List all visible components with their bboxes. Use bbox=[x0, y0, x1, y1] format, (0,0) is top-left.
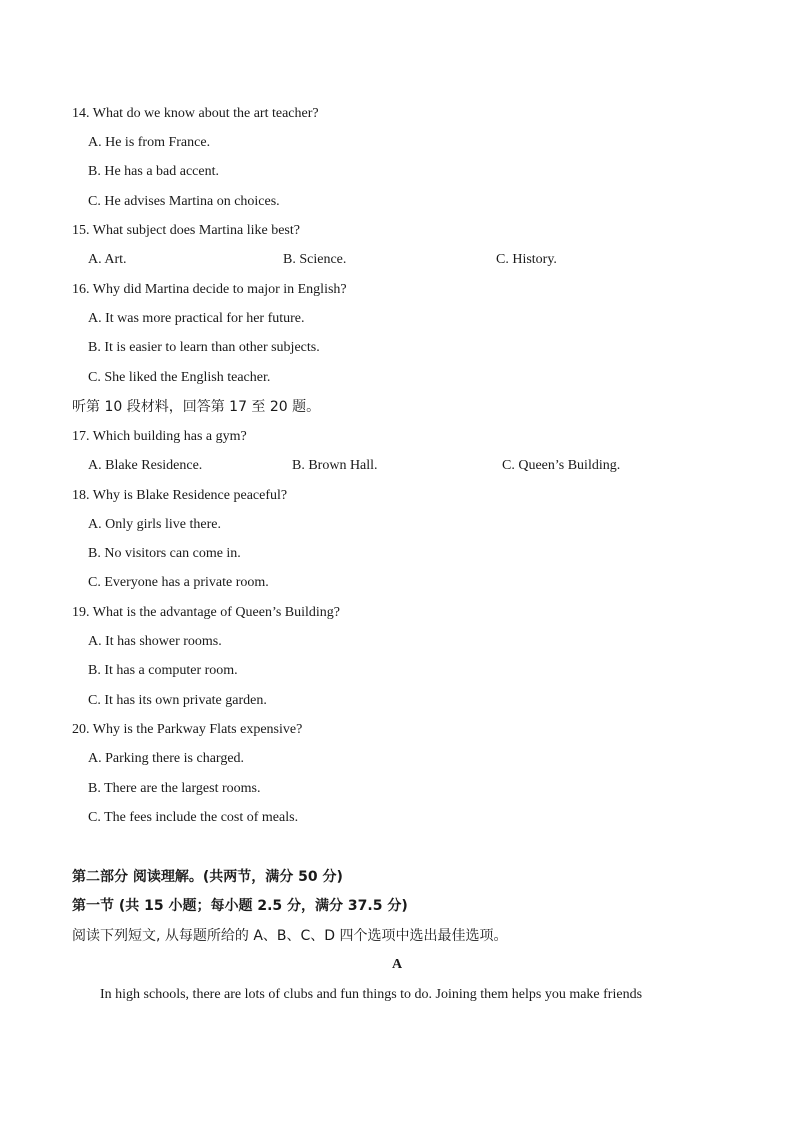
question-18: 18. Why is Blake Residence peaceful? bbox=[72, 488, 288, 503]
option-20a: A. Parking there is charged. bbox=[88, 751, 245, 766]
option-14c: C. He advises Martina on choices. bbox=[88, 194, 280, 209]
option-19a: A. It has shower rooms. bbox=[88, 634, 222, 649]
question-16: 16. Why did Martina decide to major in English? bbox=[72, 282, 347, 297]
option-16b: B. It is easier to learn than other subjects. bbox=[88, 340, 320, 355]
question-14: 14. What do we know about the art teacher? bbox=[72, 106, 319, 121]
option-14b: B. He has a bad accent. bbox=[88, 164, 219, 179]
section-title: 第一节 (共 15 小题；每小题 2.5 分，满分 37.5 分) bbox=[72, 898, 408, 914]
option-18a: A. Only girls live there. bbox=[88, 517, 221, 532]
option-19b: B. It has a computer room. bbox=[88, 663, 238, 678]
option-15b: B. Science. bbox=[283, 252, 347, 267]
question-19: 19. What is the advantage of Queen’s Building? bbox=[72, 605, 341, 620]
option-17c: C. Queen’s Building. bbox=[502, 458, 621, 473]
option-17a: A. Blake Residence. bbox=[88, 458, 203, 473]
option-16a: A. It was more practical for her future. bbox=[88, 311, 305, 326]
option-20b: B. There are the largest rooms. bbox=[88, 781, 261, 796]
option-18c: C. Everyone has a private room. bbox=[88, 575, 269, 590]
question-15: 15. What subject does Martina like best? bbox=[72, 223, 300, 238]
section-intro: 听第 10 段材料，回答第 17 至 20 题。 bbox=[72, 399, 321, 415]
option-15c: C. History. bbox=[496, 252, 557, 267]
passage-text: In high schools, there are lots of clubs and fun things to do. Joining them helps you make friends bbox=[100, 987, 643, 1002]
option-19c: C. It has its own private garden. bbox=[88, 693, 267, 708]
option-16c: C. She liked the English teacher. bbox=[88, 370, 271, 385]
question-17: 17. Which building has a gym? bbox=[72, 429, 247, 444]
reading-instruction: 阅读下列短文, 从每题所给的 A、B、C、D 四个选项中选出最佳选项。 bbox=[72, 928, 508, 944]
part-title: 第二部分 阅读理解。(共两节，满分 50 分) bbox=[72, 869, 343, 885]
option-17b: B. Brown Hall. bbox=[292, 458, 378, 473]
question-20: 20. Why is the Parkway Flats expensive? bbox=[72, 722, 303, 737]
option-15a: A. Art. bbox=[88, 252, 127, 267]
option-14a: A. He is from France. bbox=[88, 135, 211, 150]
option-20c: C. The fees include the cost of meals. bbox=[88, 810, 299, 825]
option-18b: B. No visitors can come in. bbox=[88, 546, 241, 561]
passage-label: A bbox=[391, 957, 403, 972]
